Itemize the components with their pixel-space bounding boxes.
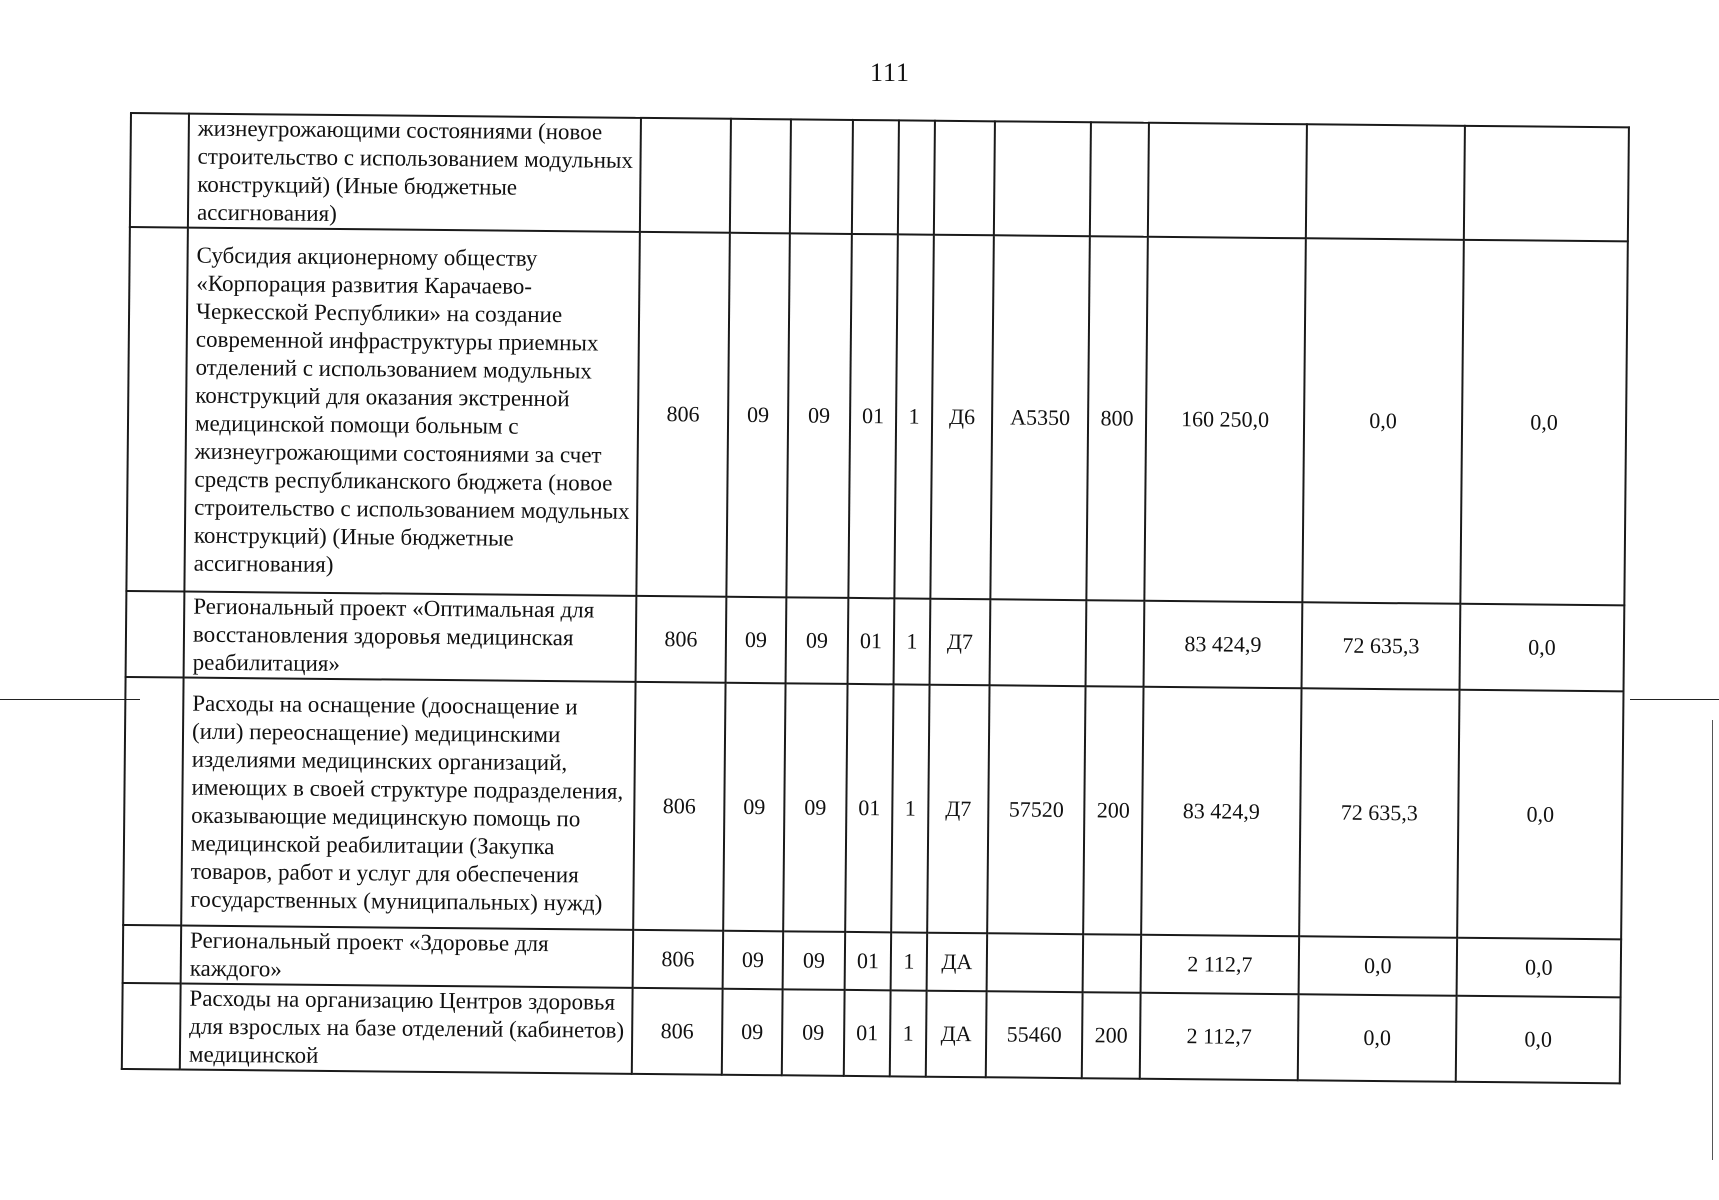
expense-name-cell: Региональный проект «Оптимальная для восстановления здоровья медицинская реабилитация» — [184, 592, 637, 682]
ministry-code-cell — [640, 118, 731, 233]
amount-year1-cell: 83 424,9 — [1141, 687, 1301, 937]
index-cell — [130, 113, 189, 228]
project-code-cell: Д7 — [927, 685, 989, 934]
amount-year1-cell: 83 424,9 — [1144, 601, 1303, 689]
amount-year3-cell: 0,0 — [1460, 604, 1625, 692]
subprogram-code-cell: 1 — [894, 234, 933, 598]
amount-year3-cell: 0,0 — [1456, 996, 1621, 1084]
subsection-code-cell: 09 — [786, 597, 849, 684]
program-code-cell: 01 — [845, 932, 892, 990]
project-code-cell: Д6 — [930, 235, 993, 600]
section-code-cell — [730, 119, 791, 234]
ministry-code-cell: 806 — [636, 596, 727, 683]
project-code-cell: ДА — [926, 991, 987, 1078]
ministry-code-cell: 806 — [633, 930, 724, 989]
direction-code-cell: 55460 — [986, 991, 1083, 1078]
expense-type-cell — [1086, 600, 1145, 687]
index-cell — [122, 983, 181, 1070]
scan-artifact-edge — [1712, 720, 1713, 1160]
direction-code-cell — [990, 599, 1087, 686]
amount-year3-cell: 0,0 — [1457, 938, 1622, 998]
program-code-cell: 01 — [844, 990, 891, 1076]
project-code-cell — [934, 121, 995, 236]
expense-name-cell: Региональный проект «Здоровье для каждого» — [181, 926, 634, 988]
amount-year1-cell: 160 250,0 — [1144, 237, 1305, 602]
expense-type-cell: 200 — [1082, 992, 1141, 1079]
section-code-cell: 09 — [726, 597, 787, 684]
expense-name-cell: Субсидия акционерному обществу «Корпорация развития Карачаево-Черкесской Республики» на создание современной инфраструктуры приемных отделений с использованием модульных конструкций для оказания экстренной медицинской помощи больным с жизнеугрожающими состояниями за счет средств республиканского бюджета (новое строительство с использованием модульных конструкций) (Иные бюджетные ассигнования) — [184, 228, 639, 596]
amount-year3-cell: 0,0 — [1460, 240, 1627, 606]
amount-year2-cell: 0,0 — [1302, 238, 1463, 603]
program-code-cell: 01 — [845, 684, 893, 932]
ministry-code-cell: 806 — [632, 988, 723, 1075]
table-row — [130, 113, 1629, 241]
section-code-cell: 09 — [723, 931, 784, 990]
index-cell — [126, 591, 185, 678]
amount-year2-cell — [1306, 124, 1465, 240]
section-code-cell: 09 — [726, 233, 789, 598]
table-row — [126, 591, 1625, 691]
subsection-code-cell: 09 — [783, 683, 847, 932]
amount-year2-cell: 0,0 — [1298, 994, 1457, 1082]
table-row — [126, 227, 1627, 605]
expense-type-cell: 800 — [1086, 236, 1147, 601]
subprogram-code-cell — [898, 120, 935, 234]
amount-year1-cell — [1148, 123, 1307, 239]
amount-year2-cell: 72 635,3 — [1302, 602, 1461, 690]
subsection-code-cell: 09 — [786, 233, 851, 598]
program-code-cell: 01 — [848, 598, 895, 684]
subprogram-code-cell: 1 — [891, 684, 929, 932]
ministry-code-cell: 806 — [636, 232, 729, 597]
expense-name-cell: Расходы на организацию Центров здоровья для взрослых на базе отделений (кабинетов) медицинской — [180, 984, 633, 1074]
page-number: 111 — [869, 58, 911, 87]
program-code-cell — [852, 120, 899, 234]
project-code-cell: Д7 — [930, 599, 991, 686]
subsection-code-cell — [790, 119, 853, 234]
amount-year2-cell: 0,0 — [1299, 936, 1458, 996]
amount-year3-cell — [1464, 126, 1629, 242]
amount-year1-cell: 2 112,7 — [1141, 935, 1300, 995]
section-code-cell: 09 — [722, 989, 783, 1076]
subprogram-code-cell: 1 — [891, 932, 928, 990]
section-code-cell: 09 — [723, 683, 785, 932]
table-row — [122, 983, 1621, 1083]
table-row — [123, 677, 1623, 939]
direction-code-cell: А5350 — [990, 235, 1089, 600]
index-cell — [123, 677, 183, 926]
expense-name-cell: Расходы на оснащение (дооснащение и (или) переоснащение) медицинскими изделиями медицинских организаций, имеющих в своей структуре подразделения, оказывающие медицинскую помощь по медицинской реабилитации (Закупка товаров, работ и услуг для обеспечения государственных (муниципальных) нужд) — [181, 678, 635, 930]
direction-code-cell — [987, 933, 1084, 992]
project-code-cell: ДА — [927, 933, 988, 992]
subprogram-code-cell: 1 — [890, 990, 927, 1076]
expense-name-cell: жизнеугрожающими состояниями (новое строительство с использованием модульных конструкций) (Иные бюджетные ассигнования) — [188, 114, 641, 232]
index-cell — [123, 925, 182, 984]
direction-code-cell — [994, 121, 1091, 236]
scan-artifact-line-right — [1630, 699, 1719, 700]
expense-type-cell — [1090, 122, 1149, 237]
subprogram-code-cell: 1 — [894, 598, 931, 684]
ministry-code-cell: 806 — [633, 682, 725, 931]
program-code-cell: 01 — [848, 234, 897, 598]
expense-type-cell — [1083, 934, 1142, 993]
expense-type-cell: 200 — [1083, 686, 1143, 935]
budget-table — [121, 112, 1630, 1084]
amount-year2-cell: 72 635,3 — [1299, 688, 1459, 938]
index-cell — [126, 227, 187, 592]
direction-code-cell: 57520 — [987, 685, 1085, 934]
subsection-code-cell: 09 — [783, 931, 846, 990]
scan-artifact-line-left — [0, 699, 140, 700]
amount-year3-cell: 0,0 — [1457, 690, 1623, 940]
subsection-code-cell: 09 — [782, 989, 845, 1076]
amount-year1-cell: 2 112,7 — [1140, 993, 1299, 1081]
